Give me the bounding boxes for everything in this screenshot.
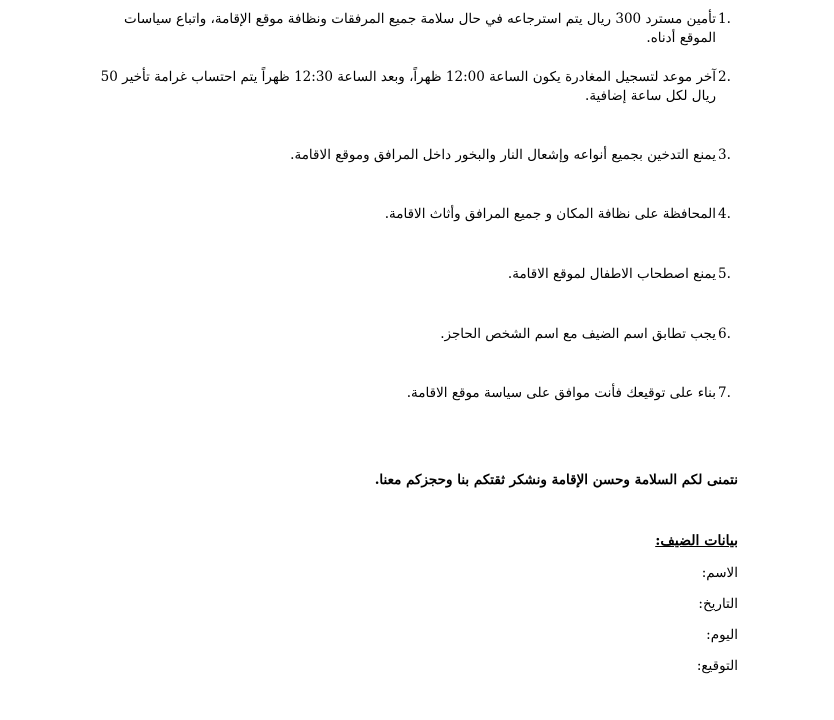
rule-number: 2. — [718, 69, 731, 85]
rule-text: يمنع التدخين بجميع أنواعه وإشعال النار والبخور داخل المرافق وموقع الاقامة. — [290, 147, 716, 163]
guest-date-label: التاريخ: — [698, 596, 738, 612]
guest-name-label: الاسم: — [701, 565, 738, 581]
rule-text: يمنع اصطحاب الاطفال لموقع الاقامة. — [507, 266, 716, 282]
rule-number: 6. — [718, 326, 731, 342]
guest-info-title: بيانات الضيف: — [655, 533, 738, 549]
rule-item-7 — [100, 384, 740, 403]
rule-text: بناء على توقيعك فأنت موافق على سياسة موقع الاقامة. — [406, 385, 716, 401]
rule-item-1 — [100, 10, 740, 48]
rule-text: آخر موعد لتسجيل المغادرة يكون الساعة 12:00 ظهراً، وبعد الساعة 12:30 ظهراً يتم احتساب غرامة تأخير 50 ريال لكل ساعة إضافية. — [100, 69, 716, 104]
rule-number: 3. — [718, 147, 731, 163]
guest-day-label: اليوم: — [706, 627, 738, 643]
rule-text: المحافظة على نظافة المكان و جميع المرافق وأثاث الاقامة. — [384, 206, 716, 222]
rule-number: 5. — [718, 266, 731, 282]
closing-message: نتمنى لكم السلامة وحسن الإقامة ونشكر ثقتكم بنا وحجزكم معنا. — [374, 472, 738, 488]
rule-item-2 — [100, 68, 740, 106]
rule-item-4 — [100, 205, 740, 224]
rule-text: يجب تطابق اسم الضيف مع اسم الشخص الحاجز. — [440, 326, 716, 342]
rule-item-5 — [100, 265, 740, 284]
rule-number: 7. — [718, 385, 731, 401]
guest-signature-label: التوقيع: — [696, 658, 738, 674]
rule-number: 1. — [718, 11, 731, 27]
rule-item-6 — [100, 325, 740, 344]
rule-text: تأمين مسترد 300 ريال يتم استرجاعه في حال سلامة جميع المرفقات ونظافة موقع الإقامة، واتباع سياسات الموقع أدناه. — [124, 11, 716, 46]
rule-number: 4. — [718, 206, 731, 222]
rule-item-3 — [100, 146, 740, 165]
